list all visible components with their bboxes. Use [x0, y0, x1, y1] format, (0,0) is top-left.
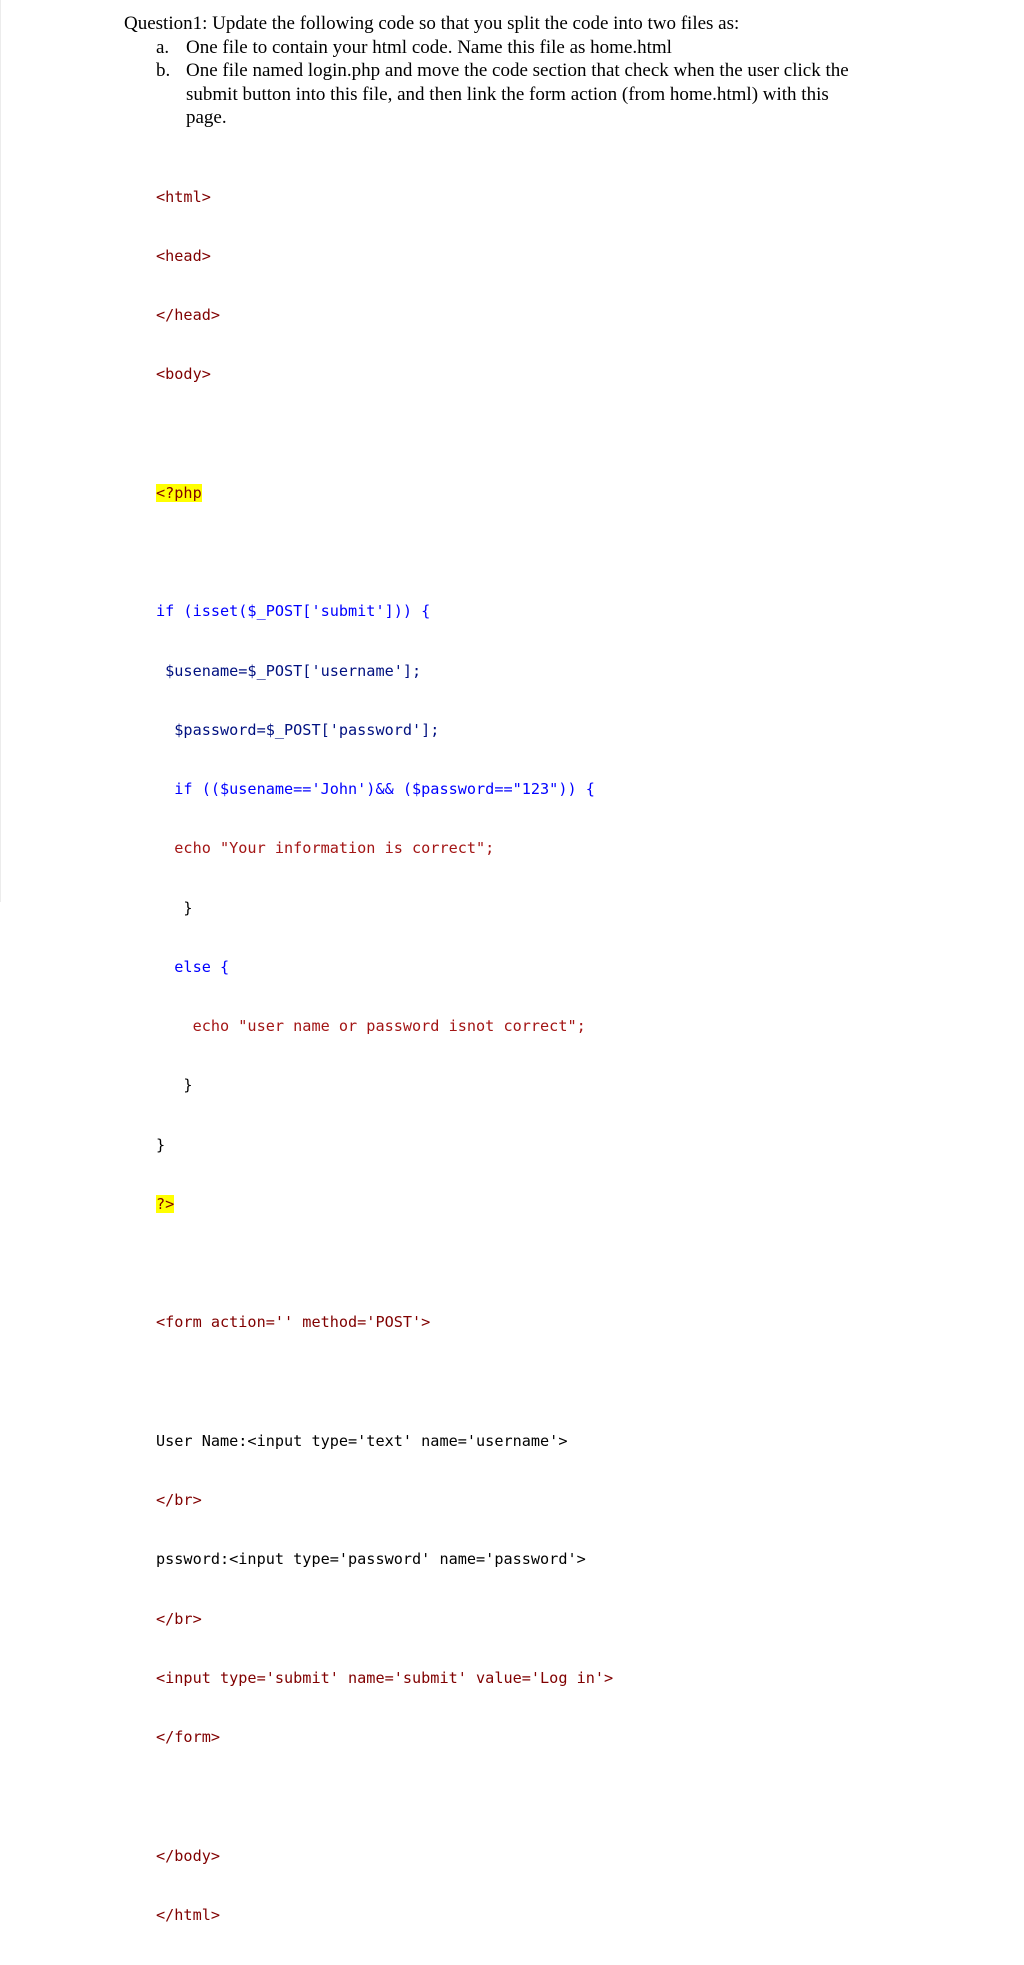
code-line: $password=$_POST['password'];: [156, 720, 440, 739]
code-line: else {: [156, 957, 230, 976]
question-item-text: One file named login.php and move the code section that check when the user click the: [186, 60, 849, 81]
code-line: if (($usename=='John')&& ($password=="123")) {: [156, 780, 595, 798]
code-line-blank: [156, 1787, 613, 1807]
code-line: </form>: [156, 1728, 221, 1746]
code-line: }: [156, 1135, 166, 1154]
question-item-text: page.: [186, 107, 227, 128]
code-line: <head>: [156, 246, 211, 265]
code-line: </html>: [156, 1905, 221, 1924]
code-line: </br>: [156, 1609, 202, 1628]
code-line: <input type='submit' name='submit' value='Log in'>: [156, 1668, 614, 1687]
code-line: [156, 484, 613, 504]
code-line: pssword:<input type='password' name='password'>: [156, 1550, 586, 1569]
code-line: </head>: [156, 306, 221, 324]
code-listing: [156, 148, 613, 1965]
code-line: }: [156, 898, 193, 917]
code-line: <body>: [156, 365, 211, 384]
code-line: [156, 1195, 613, 1215]
code-line-blank: [156, 543, 613, 563]
code-line: <form action='' method='POST'>: [156, 1313, 431, 1332]
code-line: echo "Your information is correct";: [156, 839, 495, 858]
question-item-text: submit button into this file, and then link the form action (from home.html) with this: [186, 83, 829, 105]
list-marker: a.: [156, 36, 170, 58]
code-line: <html>: [156, 187, 211, 206]
question-block: [124, 12, 1004, 130]
question-item-b: [124, 59, 1004, 130]
code-line: echo "user name or password isnot correct";: [156, 1017, 586, 1035]
code-line-blank: [156, 1373, 613, 1393]
code-line: User Name:<input type='text' name='username'>: [156, 1431, 568, 1450]
code-line: </body>: [156, 1846, 221, 1865]
question-item-text: One file to contain your html code. Name this file as home.html: [186, 36, 672, 58]
question-list: [124, 36, 1004, 130]
php-close-tag-highlight: ?>: [156, 1194, 175, 1213]
code-line-blank: [156, 425, 613, 445]
code-line: </br>: [156, 1491, 202, 1509]
question-title: Question1: Update the following code so that you split the code into two files as:: [124, 13, 740, 34]
code-line-blank: [156, 1254, 613, 1274]
list-marker: b.: [156, 60, 171, 81]
php-open-tag-highlight: <?php: [156, 483, 202, 502]
code-line: }: [156, 1076, 193, 1095]
question-item-a: [124, 36, 1004, 60]
code-line: if (isset($_POST['submit'])) {: [156, 602, 431, 621]
code-line: $usename=$_POST['username'];: [156, 661, 422, 680]
